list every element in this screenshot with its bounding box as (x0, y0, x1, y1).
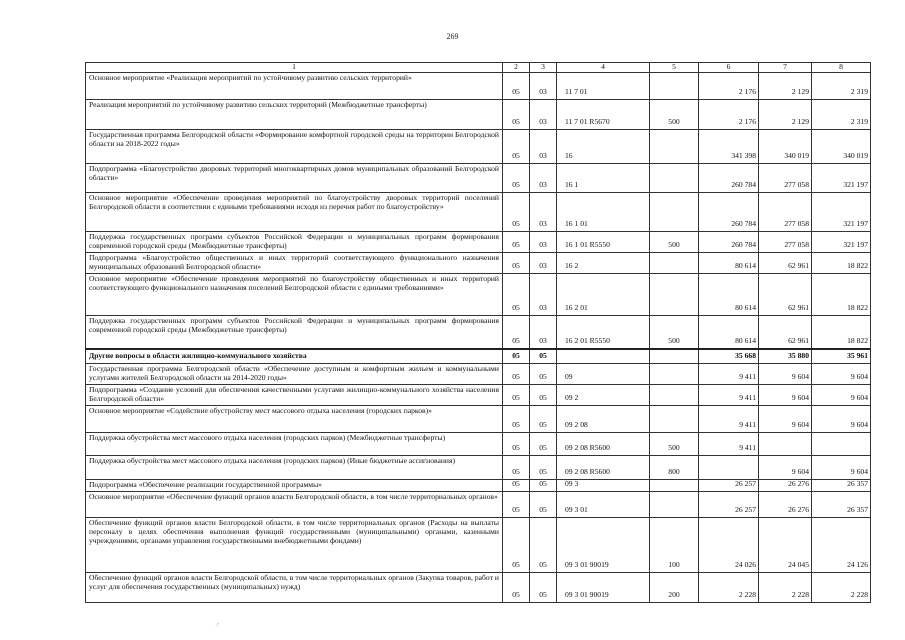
row-name-cell: Государственная программа Белгородской области «Формирование комфортной городской среды на территории Белгородской области на 2018-2022 годы» (86, 130, 503, 164)
subsection-code-cell: 03 (530, 252, 557, 273)
section-code-cell: 05 (503, 164, 530, 193)
section-code-cell: 05 (503, 479, 530, 491)
row-name-cell: Основное мероприятие «Обеспечение функций органов власти Белгородской области, в том числе территориальных органов» (86, 491, 503, 517)
table-body (86, 73, 871, 603)
subsection-code-cell: 05 (530, 384, 557, 405)
section-code-cell: 05 (503, 363, 530, 384)
column-header: 5 (650, 63, 699, 73)
amount-year2-cell: 24 045 (759, 517, 812, 572)
amount-year1-cell: 2 176 (699, 73, 759, 100)
amount-year1-cell: 341 398 (699, 130, 759, 164)
table-row (86, 349, 871, 363)
row-name-cell: Обеспечение функций органов власти Белгородской области, в том числе территориальных органов (Закупка товаров, работ и услуг для обеспечения государственных (муниципальных) нужд) (86, 572, 503, 602)
amount-year1-cell: 9 411 (699, 432, 759, 455)
row-name-cell: Подпрограмма «Обеспечение реализации государственной программы» (86, 479, 503, 491)
amount-year3-cell: 18 822 (812, 315, 871, 349)
target-article-cell: 09 2 08 (557, 405, 650, 432)
amount-year2-cell: 9 604 (759, 384, 812, 405)
amount-year3-cell: 18 822 (812, 252, 871, 273)
amount-year1-cell: 9 411 (699, 363, 759, 384)
amount-year3-cell: 321 197 (812, 164, 871, 193)
amount-year3-cell: 340 019 (812, 130, 871, 164)
amount-year1-cell: 80 614 (699, 252, 759, 273)
amount-year1-cell: 9 411 (699, 405, 759, 432)
amount-year3-cell: 26 357 (812, 491, 871, 517)
subsection-code-cell: 03 (530, 73, 557, 100)
subsection-code-cell: 03 (530, 164, 557, 193)
expense-type-cell (650, 479, 699, 491)
amount-year1-cell: 2 176 (699, 100, 759, 130)
row-name-cell: Основное мероприятие «Обеспечение проведения мероприятий по благоустройству общественных и иных территорий соответствующего функционального назначения поселений Белгородской области с едиными требованиями» (86, 273, 503, 315)
subsection-code-cell: 05 (530, 517, 557, 572)
amount-year1-cell: 260 784 (699, 193, 759, 232)
amount-year1-cell (699, 455, 759, 479)
page-number: 269 (446, 32, 459, 41)
expense-type-cell (650, 130, 699, 164)
scan-artifact: ·' (215, 622, 219, 630)
subsection-code-cell: 05 (530, 405, 557, 432)
section-code-cell: 05 (503, 455, 530, 479)
subsection-code-cell: 05 (530, 479, 557, 491)
amount-year2-cell: 9 604 (759, 455, 812, 479)
amount-year3-cell: 321 197 (812, 232, 871, 253)
column-header: 4 (557, 63, 650, 73)
row-name-cell: Другие вопросы в области жилищно-коммунального хозяйства (86, 349, 503, 363)
target-article-cell: 11 7 01 R5670 (557, 100, 650, 130)
section-code-cell: 05 (503, 405, 530, 432)
target-article-cell: 09 3 01 (557, 491, 650, 517)
amount-year3-cell: 9 604 (812, 405, 871, 432)
target-article-cell: 11 7 01 (557, 73, 650, 100)
column-header: 7 (759, 63, 812, 73)
amount-year3-cell: 24 126 (812, 517, 871, 572)
target-article-cell: 16 (557, 130, 650, 164)
table-row (86, 491, 871, 517)
row-name-cell: Подпрограмма «Создание условий для обеспечения качественными услугами жилищно-коммунального хозяйства населения Белгородской области» (86, 384, 503, 405)
expense-type-cell (650, 73, 699, 100)
subsection-code-cell: 03 (530, 232, 557, 253)
row-name-cell: Обеспечение функций органов власти Белгородской области, в том числе территориальных органов (Расходы на выплаты персоналу в целях обеспечения выполнения функций государственными (муниципальными) органами, казенными учреждениями, органами управления государственными внебюджетными фондами) (86, 517, 503, 572)
section-code-cell: 05 (503, 432, 530, 455)
amount-year3-cell: 9 604 (812, 363, 871, 384)
table-row (86, 164, 871, 193)
amount-year3-cell: 9 604 (812, 455, 871, 479)
table-row (86, 73, 871, 100)
amount-year2-cell: 62 961 (759, 315, 812, 349)
target-article-cell (557, 349, 650, 363)
amount-year2-cell: 9 604 (759, 405, 812, 432)
budget-table (85, 62, 871, 603)
amount-year3-cell: 9 604 (812, 384, 871, 405)
subsection-code-cell: 05 (530, 349, 557, 363)
column-number-row (86, 63, 871, 73)
amount-year2-cell: 2 129 (759, 100, 812, 130)
section-code-cell: 05 (503, 273, 530, 315)
expense-type-cell (650, 491, 699, 517)
amount-year1-cell: 24 026 (699, 517, 759, 572)
expense-type-cell: 200 (650, 572, 699, 602)
expense-type-cell (650, 363, 699, 384)
amount-year3-cell: 2 319 (812, 73, 871, 100)
expense-type-cell (650, 164, 699, 193)
table-row (86, 432, 871, 455)
amount-year3-cell: 26 357 (812, 479, 871, 491)
expense-type-cell (650, 252, 699, 273)
expense-type-cell (650, 384, 699, 405)
amount-year2-cell: 277 058 (759, 193, 812, 232)
amount-year2-cell: 2 228 (759, 572, 812, 602)
column-header: 3 (530, 63, 557, 73)
amount-year2-cell: 62 961 (759, 273, 812, 315)
column-header: 2 (503, 63, 530, 73)
target-article-cell: 09 3 01 90019 (557, 572, 650, 602)
target-article-cell: 16 2 01 (557, 273, 650, 315)
section-code-cell: 05 (503, 572, 530, 602)
amount-year2-cell: 62 961 (759, 252, 812, 273)
amount-year2-cell: 9 604 (759, 363, 812, 384)
table-row (86, 193, 871, 232)
table-row (86, 273, 871, 315)
section-code-cell: 05 (503, 100, 530, 130)
expense-type-cell: 800 (650, 455, 699, 479)
section-code-cell: 05 (503, 193, 530, 232)
table-row (86, 363, 871, 384)
subsection-code-cell: 03 (530, 100, 557, 130)
section-code-cell: 05 (503, 130, 530, 164)
amount-year3-cell: 18 822 (812, 273, 871, 315)
amount-year2-cell: 2 129 (759, 73, 812, 100)
amount-year3-cell: 2 319 (812, 100, 871, 130)
target-article-cell: 16 1 01 R5550 (557, 232, 650, 253)
row-name-cell: Поддержка обустройства мест массового отдыха населения (городских парков) (Иные бюджетные ассигнования) (86, 455, 503, 479)
subsection-code-cell: 05 (530, 455, 557, 479)
subsection-code-cell: 03 (530, 130, 557, 164)
subsection-code-cell: 05 (530, 572, 557, 602)
table-row (86, 517, 871, 572)
row-name-cell: Реализация мероприятий по устойчивому развитию сельских территорий (Межбюджетные трансферты) (86, 100, 503, 130)
table-row (86, 315, 871, 349)
target-article-cell: 16 1 (557, 164, 650, 193)
expense-type-cell (650, 273, 699, 315)
row-name-cell: Поддержка обустройства мест массового отдыха населения (городских парков) (Межбюджетные трансферты) (86, 432, 503, 455)
amount-year3-cell (812, 432, 871, 455)
row-name-cell: Подпрограмма «Благоустройство общественных и иных территорий соответствующего функционального назначения муниципальных образований Белгородской области» (86, 252, 503, 273)
row-name-cell: Государственная программа Белгородской области «Обеспечение доступным и комфортным жильем и коммунальными услугами жителей Белгородской области на 2014-2020 годы» (86, 363, 503, 384)
expense-type-cell: 500 (650, 315, 699, 349)
row-name-cell: Основное мероприятие «Реализация мероприятий по устойчивому развитию сельских территорий» (86, 73, 503, 100)
section-code-cell: 05 (503, 252, 530, 273)
target-article-cell: 16 2 (557, 252, 650, 273)
amount-year1-cell: 9 411 (699, 384, 759, 405)
expense-type-cell (650, 193, 699, 232)
row-name-cell: Подпрограмма «Благоустройство дворовых территорий многоквартирных домов муниципальных образований Белгородской области» (86, 164, 503, 193)
amount-year2-cell: 26 276 (759, 491, 812, 517)
amount-year2-cell (759, 432, 812, 455)
target-article-cell: 09 3 (557, 479, 650, 491)
row-name-cell: Основное мероприятие «Обеспечение проведения мероприятий по благоустройству дворовых территорий поселений Белгородской области в соответствии с едиными требованиями исходя из перечня работ по благоустройству» (86, 193, 503, 232)
table-row (86, 405, 871, 432)
expense-type-cell: 100 (650, 517, 699, 572)
amount-year1-cell: 26 257 (699, 479, 759, 491)
expense-type-cell: 500 (650, 232, 699, 253)
table-row (86, 572, 871, 602)
amount-year2-cell: 26 276 (759, 479, 812, 491)
section-code-cell: 05 (503, 491, 530, 517)
amount-year2-cell: 340 019 (759, 130, 812, 164)
expense-type-cell (650, 349, 699, 363)
amount-year2-cell: 277 058 (759, 164, 812, 193)
target-article-cell: 09 2 (557, 384, 650, 405)
table-row (86, 479, 871, 491)
target-article-cell: 16 1 01 (557, 193, 650, 232)
amount-year1-cell: 260 784 (699, 232, 759, 253)
subsection-code-cell: 05 (530, 491, 557, 517)
table-row (86, 130, 871, 164)
target-article-cell: 09 2 08 R5600 (557, 455, 650, 479)
amount-year3-cell: 321 197 (812, 193, 871, 232)
amount-year1-cell: 26 257 (699, 491, 759, 517)
subsection-code-cell: 05 (530, 432, 557, 455)
expense-type-cell (650, 405, 699, 432)
subsection-code-cell: 03 (530, 315, 557, 349)
amount-year3-cell: 2 228 (812, 572, 871, 602)
target-article-cell: 09 2 08 R5600 (557, 432, 650, 455)
section-code-cell: 05 (503, 73, 530, 100)
target-article-cell: 16 2 01 R5550 (557, 315, 650, 349)
table-row (86, 455, 871, 479)
row-name-cell: Основное мероприятие «Содействие обустройству мест массового отдыха населения (городских парков)» (86, 405, 503, 432)
target-article-cell: 09 3 01 90019 (557, 517, 650, 572)
subsection-code-cell: 03 (530, 273, 557, 315)
amount-year1-cell: 260 784 (699, 164, 759, 193)
target-article-cell: 09 (557, 363, 650, 384)
table-row (86, 100, 871, 130)
subsection-code-cell: 05 (530, 363, 557, 384)
column-header: 8 (812, 63, 871, 73)
section-code-cell: 05 (503, 517, 530, 572)
section-code-cell: 05 (503, 315, 530, 349)
amount-year3-cell: 35 961 (812, 349, 871, 363)
row-name-cell: Поддержка государственных программ субъектов Российской Федерации и муниципальных программ формирования современной городской среды (Межбюджетные трансферты) (86, 315, 503, 349)
column-header: 1 (86, 63, 503, 73)
row-name-cell: Поддержка государственных программ субъектов Российской Федерации и муниципальных программ формирования современной городской среды (Межбюджетные трансферты) (86, 232, 503, 253)
expense-type-cell: 500 (650, 432, 699, 455)
amount-year1-cell: 80 614 (699, 315, 759, 349)
amount-year2-cell: 35 880 (759, 349, 812, 363)
expense-type-cell: 500 (650, 100, 699, 130)
subsection-code-cell: 03 (530, 193, 557, 232)
amount-year1-cell: 35 668 (699, 349, 759, 363)
amount-year2-cell: 277 058 (759, 232, 812, 253)
section-code-cell: 05 (503, 232, 530, 253)
table-row (86, 384, 871, 405)
amount-year1-cell: 80 614 (699, 273, 759, 315)
column-header: 6 (699, 63, 759, 73)
section-code-cell: 05 (503, 384, 530, 405)
amount-year1-cell: 2 228 (699, 572, 759, 602)
table-row (86, 232, 871, 253)
section-code-cell: 05 (503, 349, 530, 363)
table-row (86, 252, 871, 273)
